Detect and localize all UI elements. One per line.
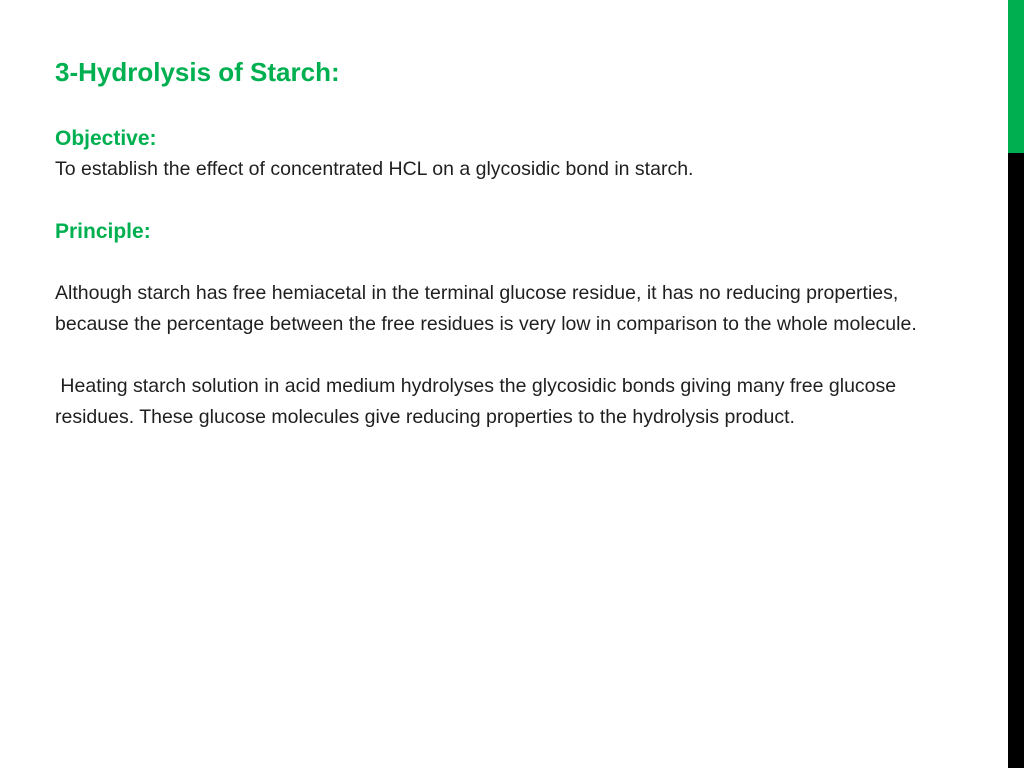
principle-heading: Principle: xyxy=(55,220,151,243)
spacer xyxy=(55,340,975,371)
objective-heading: Objective: xyxy=(55,127,157,150)
slide-title: 3-Hydrolysis of Starch: xyxy=(55,57,340,87)
spacer xyxy=(55,185,975,216)
side-bar-black-segment xyxy=(1008,153,1024,768)
slide-content xyxy=(55,52,975,433)
spacer xyxy=(55,92,975,123)
side-accent-bar xyxy=(1008,0,1024,768)
principle-paragraph-1: Although starch has free hemiacetal in the terminal glucose residue, it has no reducing properties, because the percentage between the free residues is very low in comparison to the whole molecule. xyxy=(55,282,917,335)
side-bar-green-segment xyxy=(1008,0,1024,153)
spacer xyxy=(55,247,975,278)
principle-paragraph-2: Heating starch solution in acid medium hydrolyses the glycosidic bonds giving many free glucose residues. These glucose molecules give reducing properties to the hydrolysis product. xyxy=(55,375,902,428)
objective-text: To establish the effect of concentrated HCL on a glycosidic bond in starch. xyxy=(55,158,694,180)
